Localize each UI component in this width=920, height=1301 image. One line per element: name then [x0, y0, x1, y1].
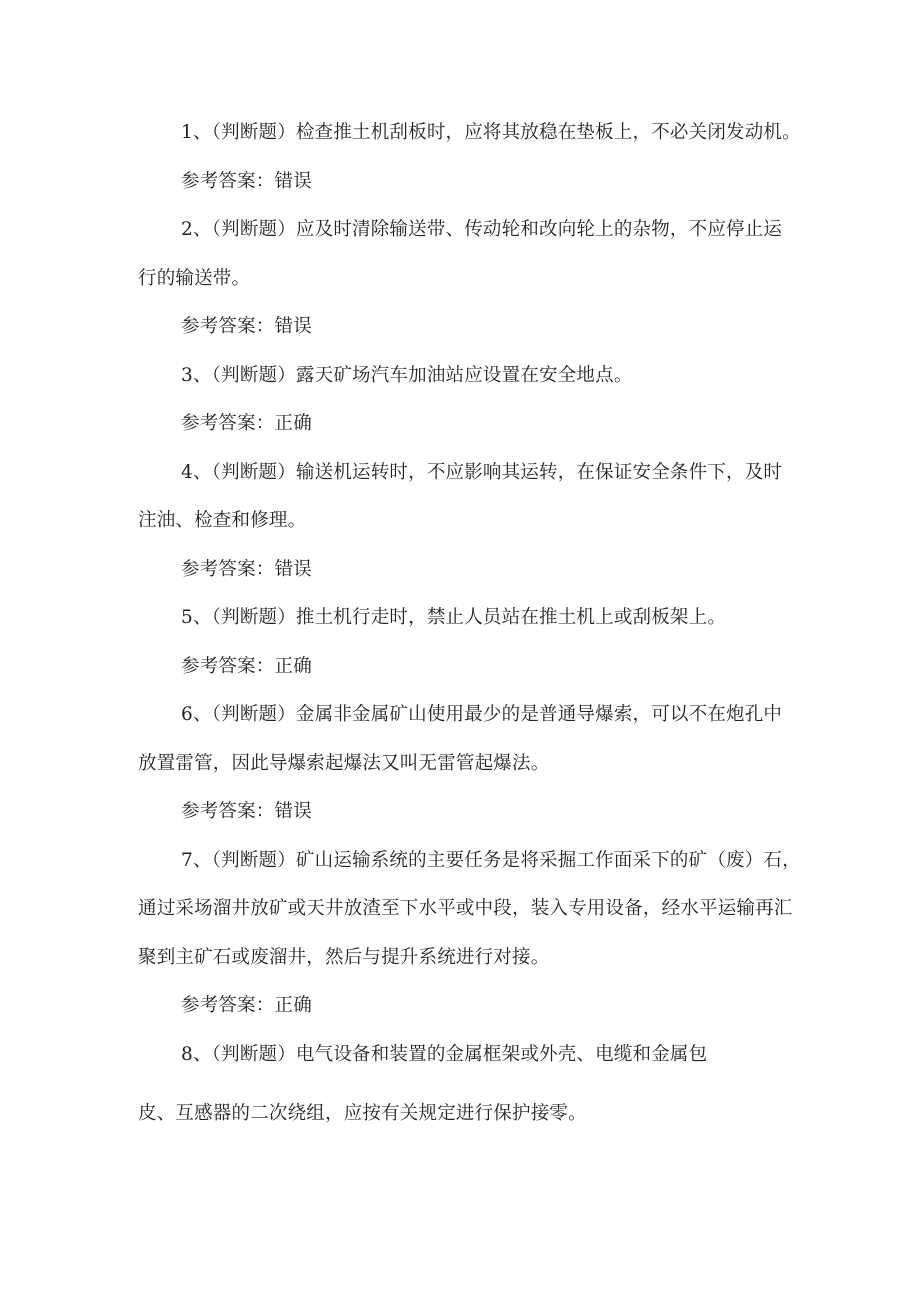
- question-1-answer: 参考答案：错误: [181, 171, 312, 192]
- question-2-answer: 参考答案：错误: [181, 316, 312, 337]
- question-6-answer: 参考答案：错误: [181, 801, 312, 822]
- question-6-text: 6、（判断题）金属非金属矿山使用最少的是普通导爆索，可以不在炮孔中: [181, 704, 783, 725]
- question-8-text-continued: 皮、互感器的二次绕组，应按有关规定进行保护接零。: [138, 1103, 587, 1124]
- question-8-text: 8、（判断题）电气设备和装置的金属框架或外壳、电缆和金属包: [181, 1044, 708, 1065]
- question-5-answer: 参考答案：正确: [181, 656, 312, 677]
- question-4-text: 4、（判断题）输送机运转时，不应影响其运转，在保证安全条件下，及时: [181, 462, 783, 483]
- question-7-answer: 参考答案：正确: [181, 995, 312, 1016]
- question-5-text: 5、（判断题）推土机行走时，禁止人员站在推土机上或刮板架上。: [181, 607, 727, 628]
- question-7-text: 7、（判断题）矿山运输系统的主要任务是将采掘工作面采下的矿（废）石，: [181, 850, 801, 871]
- question-4-answer: 参考答案：错误: [181, 559, 312, 580]
- question-3-text: 3、（判断题）露天矿场汽车加油站应设置在安全地点。: [181, 365, 633, 386]
- question-4-text-continued: 注油、检查和修理。: [138, 510, 307, 531]
- question-2-text: 2、（判断题）应及时清除输送带、传动轮和改向轮上的杂物，不应停止运: [181, 219, 783, 240]
- question-6-text-continued: 放置雷管，因此导爆索起爆法又叫无雷管起爆法。: [138, 753, 550, 774]
- question-2-text-continued: 行的输送带。: [138, 268, 251, 289]
- question-7-text-continued-1: 通过采场溜井放矿或天井放渣至下水平或中段，装入专用设备，经水平运输再汇: [138, 898, 793, 919]
- question-7-text-continued-2: 聚到主矿石或废溜井，然后与提升系统进行对接。: [138, 947, 550, 968]
- question-3-answer: 参考答案：正确: [181, 413, 312, 434]
- question-1-text: 1、（判断题）检查推土机刮板时，应将其放稳在垫板上，不必关闭发动机。: [181, 122, 801, 143]
